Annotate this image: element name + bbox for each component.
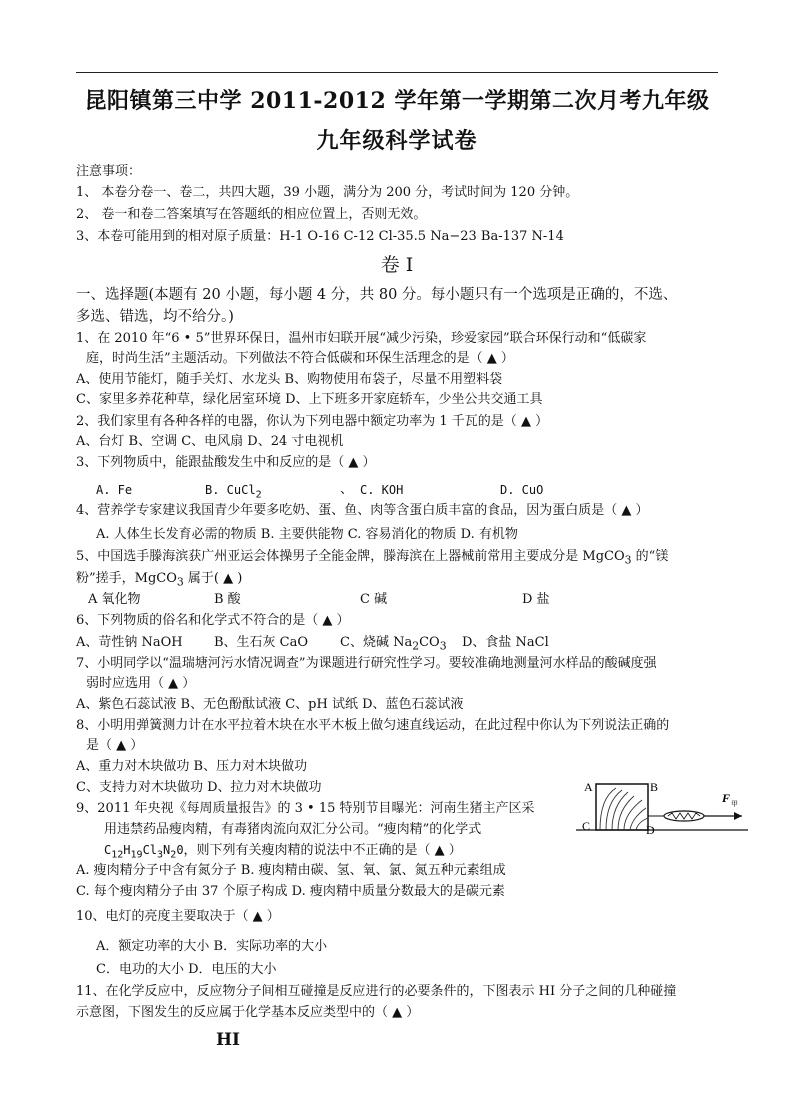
note-item-1: 1、 本卷分卷一、卷二，共四大题，39 小题，满分为 200 分，考试时间为 120 分钟。 (76, 185, 579, 200)
q2-options: A、台灯 B、空调 C、电风扇 D、24 寸电视机 (76, 434, 344, 449)
q11-stem-line2: 示意图，下图发生的反应属于化学基本反应类型中的（ ▲ ） (76, 1005, 420, 1020)
q9-options-ab: A. 瘦肉精分子中含有氮分子 B. 瘦肉精由碳、氢、氧、氯、氮五种元素组成 (76, 863, 506, 878)
q6-option-b: B、生石灰 CaO (214, 635, 309, 650)
figure-label-d: D (646, 823, 655, 836)
q6-option-d: D、食盐 NaCl (462, 635, 549, 650)
q5-stem-line2: 粉”搓手，MgCO$_3$ 属于( ▲ ) (76, 571, 243, 589)
q10-options-ab: A．额定功率的大小 B．实际功率的大小 (96, 939, 328, 954)
q5-option-c: C 碱 (360, 592, 388, 607)
q6-option-c: C、烧碱 $Na_2CO_3$ (340, 635, 447, 653)
q8-stem-line2: 是（ ▲ ） (86, 738, 144, 753)
q11-stem-line1: 11、在化学反应中，反应物分子间相互碰撞是反应进行的必要条件的，下图表示 HI 分子之间的几种碰撞 (76, 984, 677, 999)
q1-stem-line1: 1、在 2010 年“6 • 5”世界环保日，温州市妇联开展“减少污染，珍爱家园”联合环保行动和“低碳家 (76, 331, 647, 346)
q4-options: A. 人体生长发育必需的物质 B. 主要供能物 C. 容易消化的物质 D. 有机物 (96, 527, 518, 542)
q7-stem-line2: 弱时应选用（ ▲ ） (86, 676, 196, 691)
section-heading-line2: 多选、错选，均不给分。) (76, 309, 234, 325)
q6-stem: 6、下列物质的俗名和化学式不符合的是（ ▲ ） (76, 613, 350, 628)
q10-stem: 10、电灯的亮度主要取决于（ ▲ ） (76, 909, 280, 924)
q8-options-cd: C、支持力对木块做功 D、拉力对木块做功 (76, 780, 322, 795)
q2-stem: 2、我们家里有各种各样的电器，你认为下列电器中额定功率为 1 千瓦的是（ ▲ ） (76, 414, 549, 429)
section-heading-line1: 一、选择题(本题有 20 小题，每小题 4 分，共 80 分。每小题只有一个选项是正确的，不选、 (76, 287, 678, 303)
figure-label-b: B (650, 780, 659, 794)
q4-stem: 4、营养学专家建议我国青少年要多吃奶、蛋、鱼、肉等含蛋白质丰富的食品，因为蛋白质是（ ▲ ） (76, 503, 649, 518)
volume-label: 卷 I (380, 254, 414, 276)
exam-subtitle: 九年级科学试卷 (316, 128, 478, 154)
q3-separator: 、 (340, 482, 354, 497)
q5-option-b: B 酸 (214, 592, 241, 607)
q7-options: A、紫色石蕊试液 B、无色酚酞试液 C、pH 试纸 D、蓝色石蕊试液 (76, 697, 464, 712)
figure-label-c: C (582, 819, 591, 833)
q1-stem-line2: 庭，时尚生活”主题活动。下列做法不符合低碳和环保生活理念的是（ ▲ ） (86, 351, 514, 366)
figure-label-f: F (722, 791, 731, 805)
header-rule (76, 72, 718, 73)
q3-option-c: C. KOH (360, 483, 404, 497)
q6-option-a: A、苛性钠 NaOH (76, 635, 183, 650)
q1-options-ab: A、使用节能灯，随手关灯、水龙头 B、购物使用布袋子，尽量不用塑料袋 (76, 372, 503, 387)
q9-stem-line2: 用违禁药品瘦肉精，有毒猪肉流向双汇分公司。“瘦肉精”的化学式 (104, 822, 482, 837)
notes-heading: 注意事项： (76, 164, 142, 179)
q9-options-cd: C. 每个瘦肉精分子由 37 个原子构成 D. 瘦肉精中质量分数最大的是碳元素 (76, 884, 505, 899)
q3-option-b: B. CuCl$_2$ (205, 483, 262, 501)
q8-stem-line1: 8、小明用弹簧测力计在水平拉着木块在水平木板上做匀速直线运动，在此过程中你认为下列说法正确的 (76, 718, 670, 733)
q9-stem-line3: $C_{12}H_{19}Cl_3N_20$，则下列有关瘦肉精的说法中不正确的是（ ▲ ） (104, 843, 462, 861)
q9-stem-line1: 9、2011 年央视《每周质量报告》的 3 • 15 特别节目曝光：河南生猪主产区采 (76, 801, 535, 816)
note-item-2: 2、 卷一和卷二答案填写在答题纸的相应位置上，否则无效。 (76, 207, 427, 222)
q5-stem-line1: 5、中国选手滕海滨获广州亚运会体操男子全能金牌，滕海滨在上器械前常用主要成分是 MgCO$_3$ 的“镁 (76, 549, 669, 567)
q10-options-cd: C．电功的大小 D．电压的大小 (96, 962, 277, 977)
q11-figure-caption: HI (216, 1030, 241, 1050)
q1-options-cd: C、家里多养花种草，绿化居室环境 D、上下班多开家庭轿车，少坐公共交通工具 (76, 392, 543, 407)
q8-options-ab: A、重力对木块做功 B、压力对木块做功 (76, 759, 308, 774)
note-item-3: 3、本卷可能用到的相对原子质量：H-1 O-16 C-12 Cl-35.5 Na−23 Ba-137 N-14 (76, 229, 564, 244)
exam-title: 昆阳镇第三中学 2011-2012 学年第一学期第二次月考九年级 (84, 88, 710, 114)
figure-label-f-sub: 甲 (731, 800, 738, 808)
q3-option-a: A. Fe (96, 483, 133, 497)
q5-option-d: D 盐 (522, 592, 550, 607)
block-spring-figure (576, 778, 748, 836)
force-arrow-head (734, 812, 742, 820)
q9-formula: $C_{12}H_{19}Cl_3N_20$ (104, 843, 184, 861)
q7-stem-line1: 7、小明同学以“温瑞塘河污水情况调查”为课题进行研究性学习。要较准确地测量河水样品的酸碱度强 (76, 656, 657, 671)
figure-label-a: A (584, 780, 593, 794)
q3-option-d: D. CuO (500, 483, 544, 497)
q3-stem: 3、下列物质中，能跟盐酸发生中和反应的是（ ▲ ） (76, 455, 376, 470)
q5-option-a: A 氧化物 (88, 592, 141, 607)
